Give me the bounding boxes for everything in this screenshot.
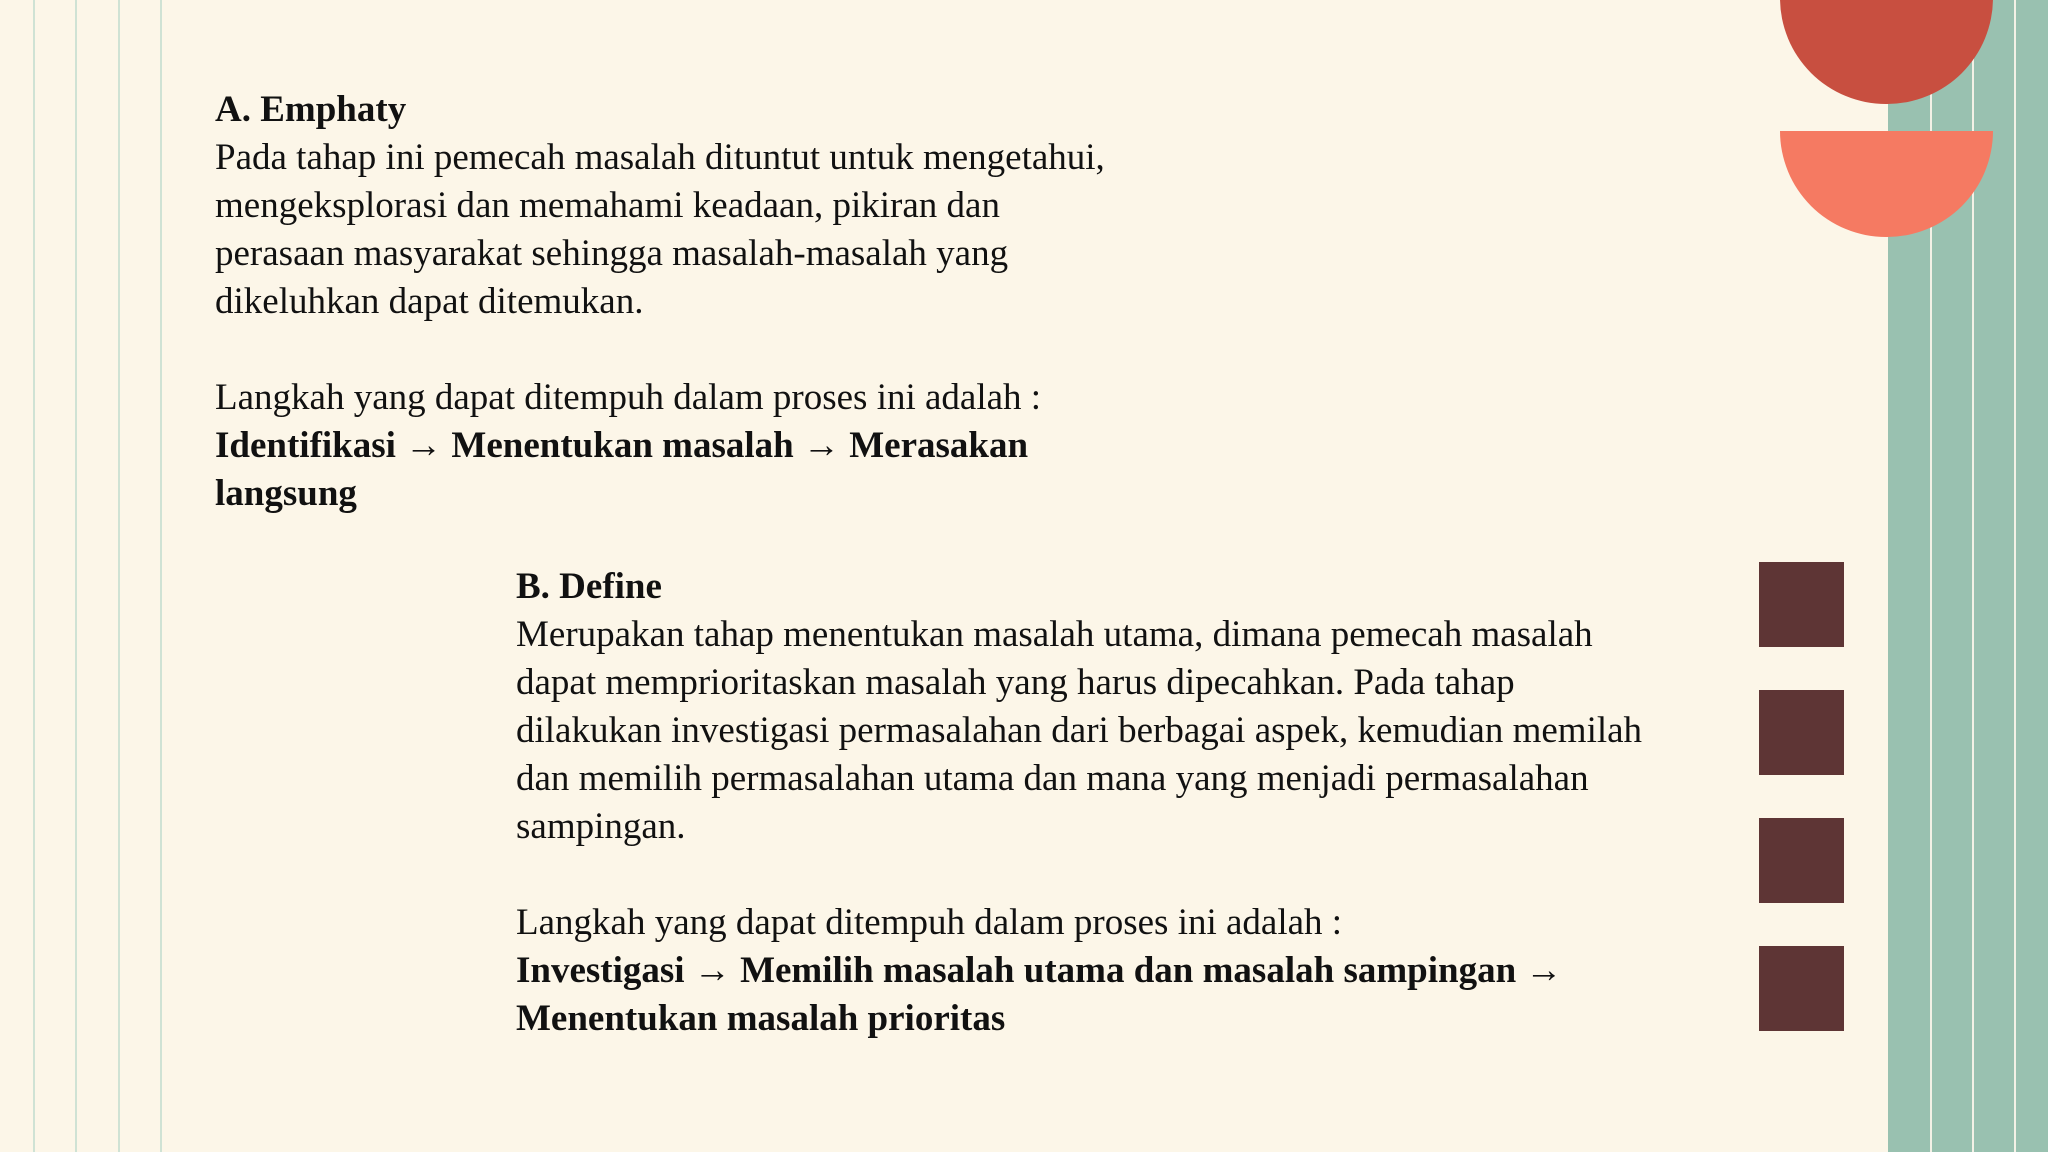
section-define-steps: Investigasi → Memilih masalah utama dan masalah sampingan → Menentukan masalah prioritas (516, 950, 1563, 1039)
section-empathy (215, 86, 1215, 518)
decor-square-4 (1759, 946, 1844, 1031)
left-decor-line-4 (160, 0, 162, 1152)
section-define-heading: B. Define (516, 566, 662, 607)
left-decor-line-1 (33, 0, 35, 1152)
left-decor-line-3 (118, 0, 120, 1152)
section-define-body: Merupakan tahap menentukan masalah utama, dimana pemecah masalah dapat memprioritaskan masalah yang harus dipecahkan. Pada tahap dilakukan investigasi permasalahan dari berbagai aspek, kemudian memilah dan memilih permasalahan utama dan mana yang menjadi permasalahan sampingan. (516, 614, 1643, 847)
section-empathy-steps: Identifikasi → Menentukan masalah → Merasakan langsung (215, 425, 1029, 514)
section-define (516, 563, 1746, 1043)
decor-square-3 (1759, 818, 1844, 903)
spacer (215, 326, 1215, 374)
section-empathy-steps-intro: Langkah yang dapat ditempuh dalam proses ini adalah : (215, 377, 1042, 418)
decor-square-2 (1759, 690, 1844, 775)
band-stripe-3 (2014, 0, 2016, 1152)
decor-square-1 (1759, 562, 1844, 647)
left-decor-line-2 (75, 0, 77, 1152)
section-empathy-body: Pada tahap ini pemecah masalah dituntut untuk mengetahui, mengeksplorasi dan memahami keadaan, pikiran dan perasaan masyarakat sehingga masalah-masalah yang dikeluhkan dapat ditemukan. (215, 137, 1105, 322)
spacer (516, 851, 1746, 899)
section-empathy-heading: A. Emphaty (215, 89, 407, 130)
section-define-steps-intro: Langkah yang dapat ditempuh dalam proses ini adalah : (516, 902, 1343, 943)
